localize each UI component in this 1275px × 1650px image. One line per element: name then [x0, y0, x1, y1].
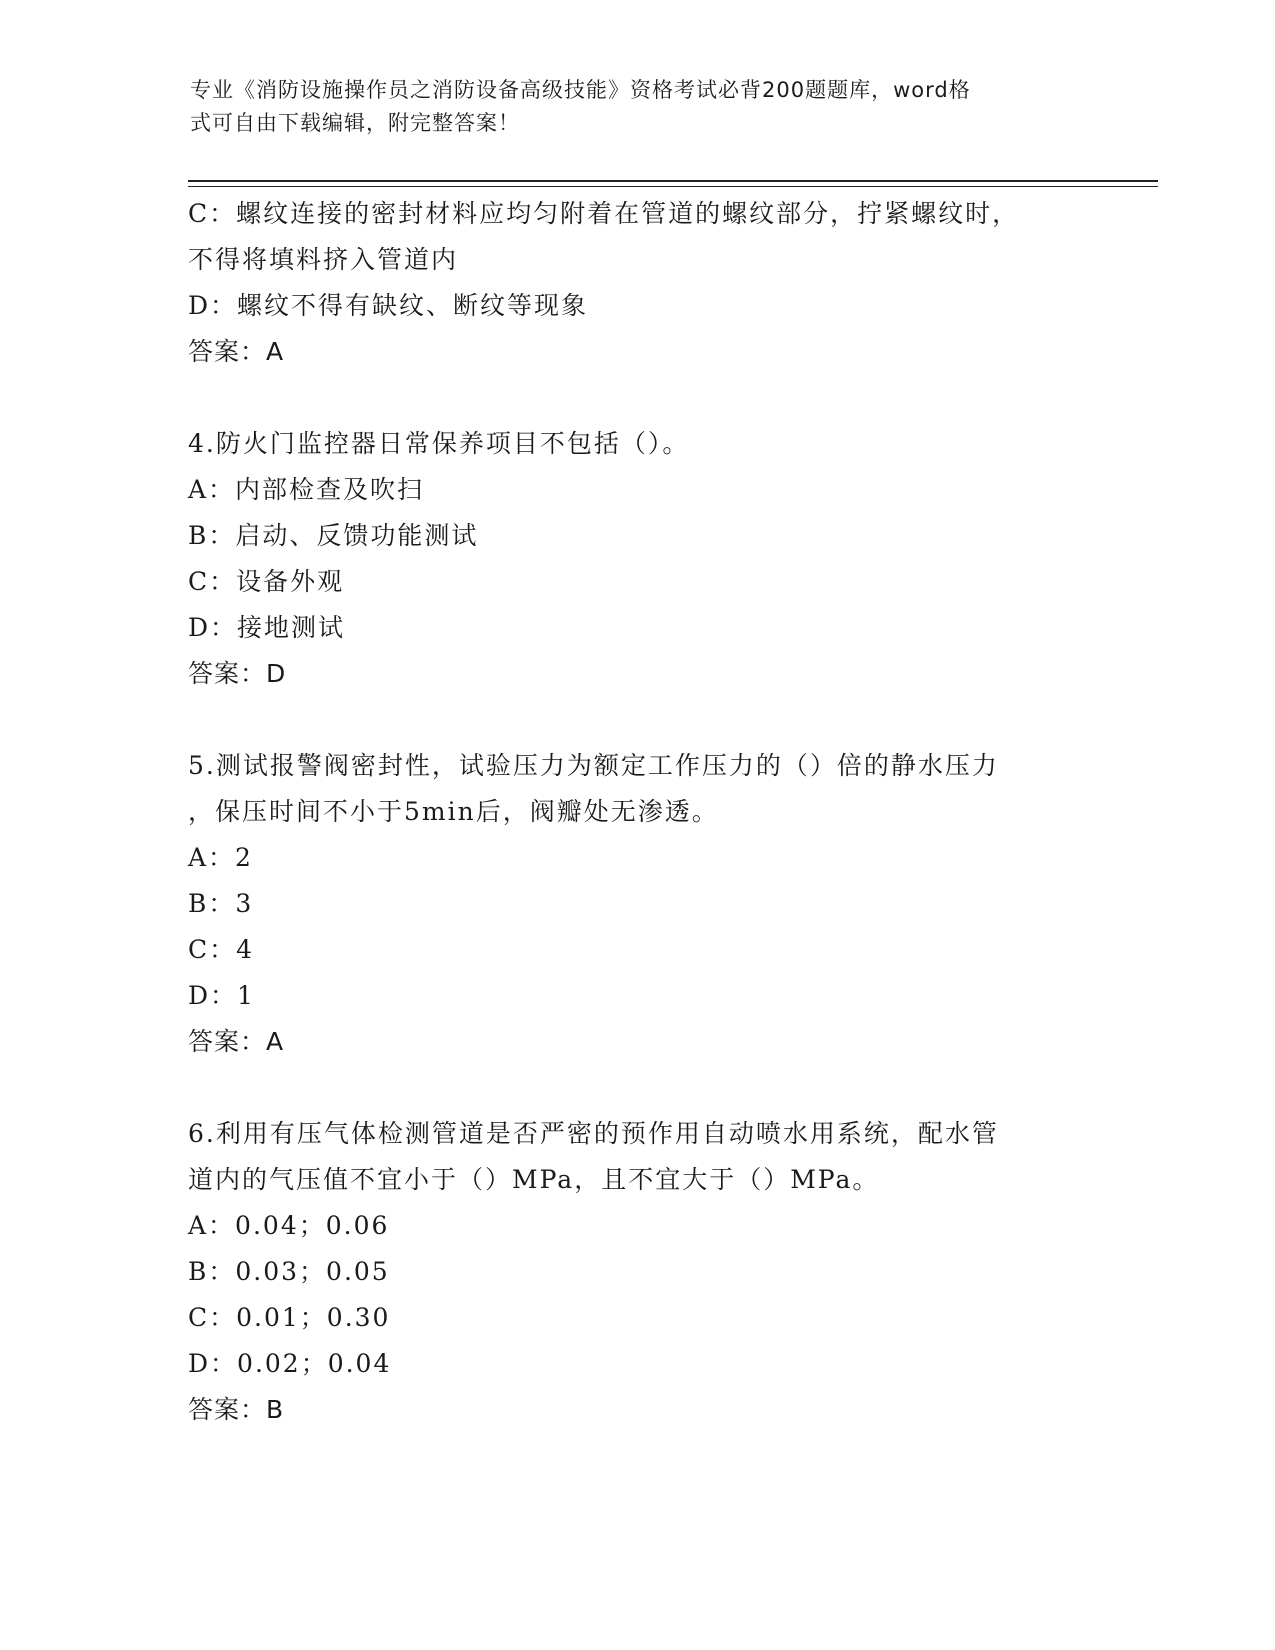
option-a: A：2: [188, 843, 253, 872]
option-c: C：4: [188, 935, 255, 964]
question-3-continued: [188, 191, 1068, 375]
header-line-2: 式可自由下载编辑，附完整答案！: [190, 111, 520, 135]
option-d: D：螺纹不得有缺纹、断纹等现象: [188, 291, 589, 320]
option-d: D：0.02；0.04: [188, 1349, 392, 1378]
header-divider-thin: [188, 186, 1158, 187]
question-4: [188, 421, 1068, 697]
option-c-line-1: C：螺纹连接的密封材料应均匀附着在管道的螺纹部分，拧紧螺纹时，: [188, 199, 1020, 228]
header-line-1: 专业《消防设施操作员之消防设备高级技能》资格考试必背200题题库，word格: [190, 78, 971, 102]
question-stem: 4.防火门监控器日常保养项目不包括（）。: [188, 429, 690, 458]
spacer: [188, 375, 1068, 421]
question-6: [188, 1111, 1068, 1433]
question-list: [188, 191, 1068, 1433]
spacer: [188, 1065, 1068, 1111]
question-stem-line-1: 5.测试报警阀密封性，试验压力为额定工作压力的（）倍的静水压力: [188, 751, 999, 780]
answer-line: 答案：B: [188, 1395, 285, 1424]
option-a: A：0.04；0.06: [188, 1211, 390, 1240]
option-b: B：3: [188, 889, 254, 918]
answer-line: 答案：D: [188, 659, 287, 688]
option-d: D：接地测试: [188, 613, 346, 642]
question-stem-line-1: 6.利用有压气体检测管道是否严密的预作用自动喷水用系统，配水管: [188, 1119, 999, 1148]
answer-line: 答案：A: [188, 1027, 285, 1056]
option-d: D：1: [188, 981, 255, 1010]
spacer: [188, 697, 1068, 743]
header-divider-thick: [188, 180, 1158, 182]
option-c: C：0.01；0.30: [188, 1303, 391, 1332]
option-c-line-2: 不得将填料挤入管道内: [188, 245, 459, 274]
option-b: B：0.03；0.05: [188, 1257, 390, 1286]
option-a: A：内部检查及吹扫: [188, 475, 425, 504]
answer-line: 答案：A: [188, 337, 285, 366]
option-b: B：启动、反馈功能测试: [188, 521, 479, 550]
question-5: [188, 743, 1068, 1065]
question-stem-line-2: ，保压时间不小于5min后，阀瓣处无渗透。: [188, 797, 719, 826]
option-c: C：设备外观: [188, 567, 345, 596]
question-stem-line-2: 道内的气压值不宜小于（）MPa，且不宜大于（）MPa。: [188, 1165, 880, 1194]
document-header: [190, 74, 1090, 140]
